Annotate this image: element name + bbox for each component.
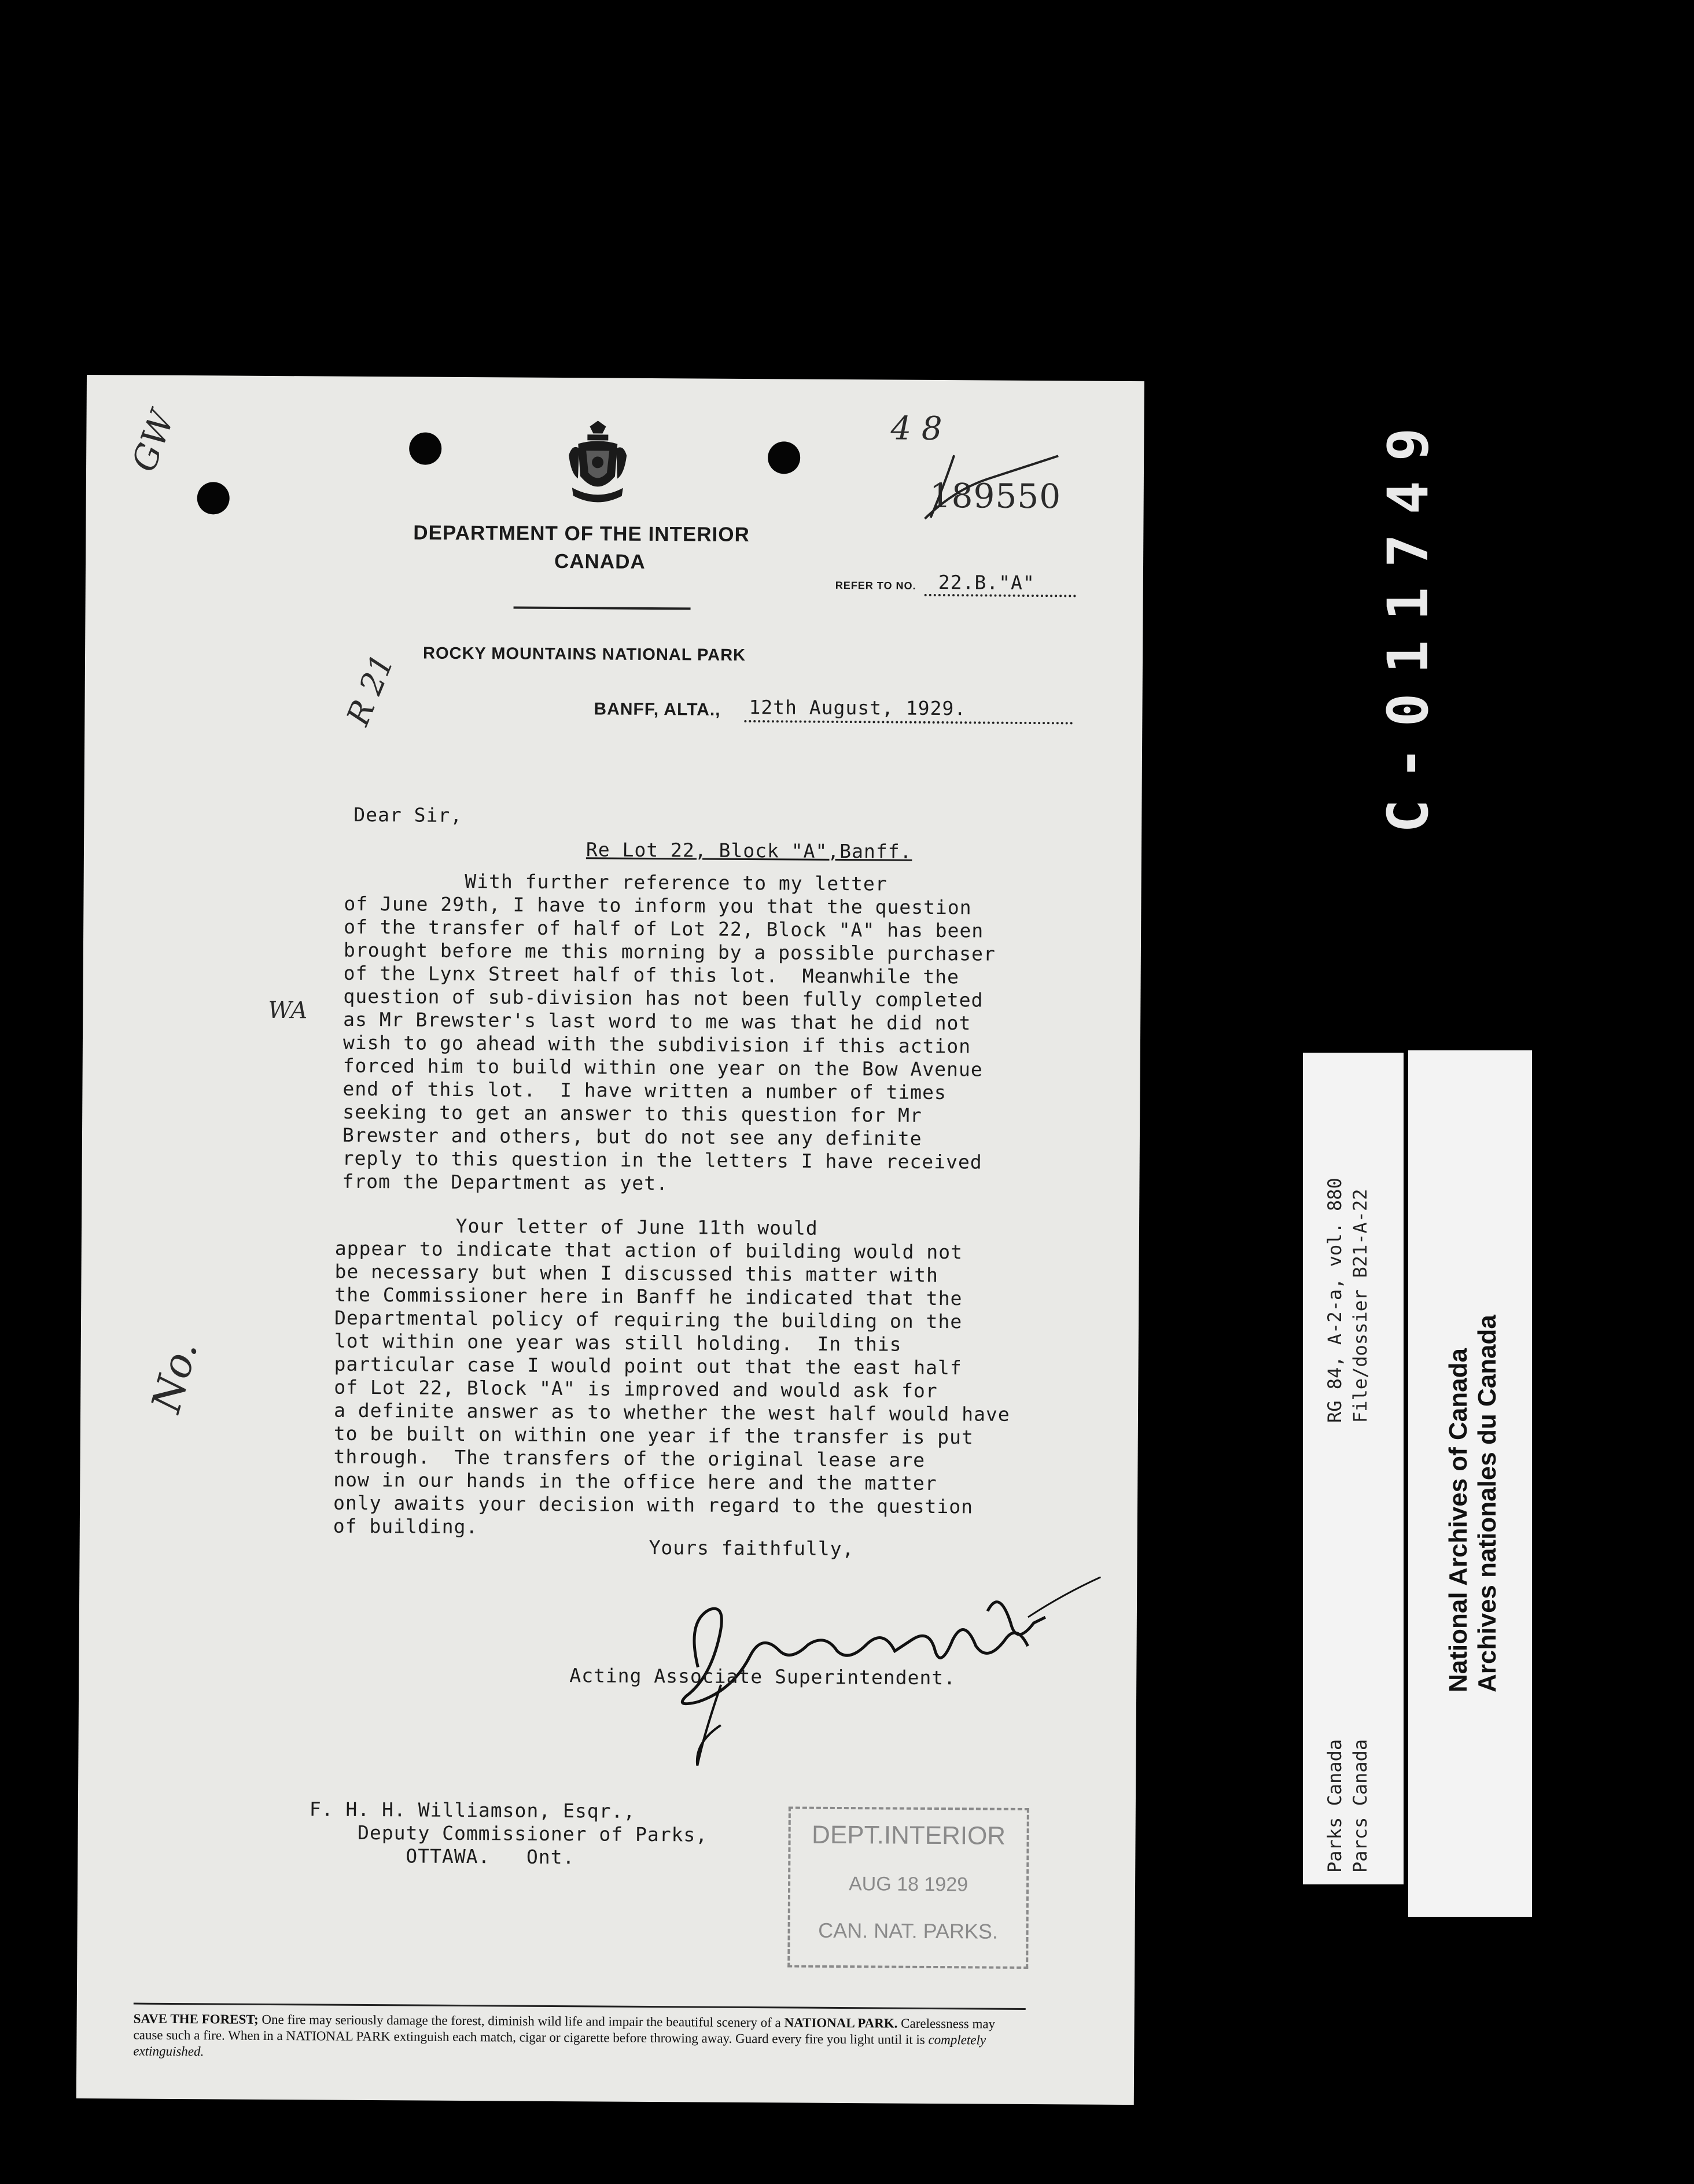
department-name: DEPARTMENT OF THE INTERIOR <box>413 521 750 547</box>
institution-name-english: National Archives of Canada <box>1444 1348 1472 1692</box>
paragraph-2 <box>333 1214 1011 1542</box>
punch-hole-left <box>197 482 230 514</box>
footer-emphasis: completely extinguished. <box>133 2032 986 2059</box>
footer-lead: SAVE THE FOREST; <box>133 2011 259 2027</box>
fire-warning-footer <box>133 2011 1024 2065</box>
addressee-name: F. H. H. Williamson, Esqr., <box>309 1798 636 1823</box>
subject-line: Re Lot 22, Block "A",Banff. <box>585 838 912 863</box>
text-line: appear to indicate that action of building would not <box>334 1237 963 1264</box>
institution-name-french: Archives nationales du Canada <box>1473 1315 1501 1692</box>
reference-line-1: RG 84, A-2-a, vol. 880 <box>1324 1178 1346 1423</box>
text-line: through. The transfers of the original lease are <box>333 1445 926 1471</box>
text-line: Departmental policy of requiring the building on the <box>334 1306 963 1333</box>
source-line-1: Parks Canada <box>1324 1739 1346 1873</box>
text-line: With further reference to my letter <box>344 869 887 895</box>
addressee-title: Deputy Commissioner of Parks, <box>309 1821 708 1846</box>
closing: Yours faithfully, <box>649 1536 855 1560</box>
text-line: as Mr Brewster's last word to me was that he did not <box>343 1008 971 1035</box>
punch-hole-center <box>409 432 441 464</box>
text-line: end of this lot. I have written a number of times <box>343 1077 947 1104</box>
footer-rule <box>134 2003 1026 2010</box>
file-number-stamp: 189550 <box>929 475 1062 517</box>
paragraph-1 <box>342 869 996 1197</box>
date-leader <box>744 720 1073 724</box>
header-rule <box>514 607 691 610</box>
text-line: Your letter of June 11th would <box>334 1213 818 1239</box>
text-line: only awaits your decision with regard to the question <box>333 1491 974 1518</box>
salutation: Dear Sir, <box>353 803 463 827</box>
source-line-2: Parcs Canada <box>1349 1739 1371 1873</box>
annotation-wa: WA <box>268 997 308 1024</box>
annotation-top-right: 4 8 <box>890 410 942 448</box>
footer-national-park: NATIONAL PARK. <box>784 2015 898 2031</box>
text-line: of the Lynx Street half of this lot. Meanwhile the <box>343 961 960 988</box>
footer-text-1: One fire may seriously damage the forest, diminish wild life and impair the beautiful scenery of a <box>258 2012 785 2030</box>
stamp-department: DEPT.INTERIOR <box>811 1820 1006 1850</box>
text-line: forced him to build within one year on the Bow Avenue <box>343 1054 983 1081</box>
text-line: the Commissioner here in Banff he indicated that the <box>334 1283 963 1310</box>
reference-line-2: File/dossier B21-A-22 <box>1349 1189 1371 1423</box>
received-stamp <box>787 1806 1029 1969</box>
text-line: of building. <box>333 1514 478 1539</box>
place-label: BANFF, ALTA., <box>594 699 721 720</box>
department-country: CANADA <box>554 549 646 573</box>
text-line: from the Department as yet. <box>342 1170 669 1195</box>
text-line: to be built on within one year if the transfer is put <box>333 1422 974 1449</box>
letter-sheet <box>76 375 1144 2105</box>
refer-to-leader <box>925 594 1076 597</box>
refer-to-label: REFER TO NO. <box>835 579 916 592</box>
signature <box>662 1551 1103 1774</box>
file-number-strike-mark <box>919 438 1064 526</box>
text-line: of the transfer of half of Lot 22, Block "A" has been <box>344 915 984 942</box>
archive-reference-label <box>1303 1053 1404 1884</box>
text-line: brought before me this morning by a possible purchaser <box>343 938 996 965</box>
annotation-top-left: GW <box>123 405 182 477</box>
park-name: ROCKY MOUNTAINS NATIONAL PARK <box>422 644 746 665</box>
addressee <box>309 1798 708 1869</box>
text-line: be necessary but when I discussed this matter with <box>334 1260 939 1287</box>
text-line: seeking to get an answer to this question for Mr <box>343 1100 922 1127</box>
text-line: reply to this question in the letters I have received <box>342 1146 982 1174</box>
signer-title: Acting Associate Superintendent. <box>569 1664 956 1689</box>
text-line: Brewster and others, but do not see any definite <box>342 1123 922 1150</box>
text-line: now in our hands in the office here and the matter <box>333 1468 937 1495</box>
archive-institution-label <box>1408 1050 1532 1917</box>
text-line: of Lot 22, Block "A" is improved and would ask for <box>334 1375 938 1403</box>
text-line: question of sub-division has not been fully completed <box>343 984 984 1012</box>
text-line: particular case I would point out that the east half <box>334 1352 962 1379</box>
addressee-city: OTTAWA. Ont. <box>309 1844 575 1869</box>
microfilm-frame-number: C-011749 <box>1376 408 1441 833</box>
text-line: lot within one year was still holding. In this <box>334 1329 902 1356</box>
stamp-office: CAN. NAT. PARKS. <box>818 1918 999 1943</box>
text-line: wish to go ahead with the subdivision if this action <box>343 1031 971 1058</box>
annotation-r21: R 21 <box>339 649 402 731</box>
footer-text-2: Carelessness may cause such a fire. When in a NATIONAL PARK extinguish each match, cigar or cigarette before throwing away. Guard every fire you light until it is <box>133 2016 996 2047</box>
coat-of-arms-icon <box>566 420 629 508</box>
refer-to-number: 22.B."A" <box>938 570 1035 595</box>
text-line: of June 29th, I have to inform you that the question <box>344 892 972 919</box>
punch-hole-right <box>768 441 800 474</box>
annotation-no: No. <box>142 1336 207 1418</box>
letter-date: 12th August, 1929. <box>749 696 967 720</box>
stamp-date: AUG 18 1929 <box>848 1873 968 1896</box>
text-line: a definite answer as to whether the west half would have <box>333 1399 1010 1426</box>
